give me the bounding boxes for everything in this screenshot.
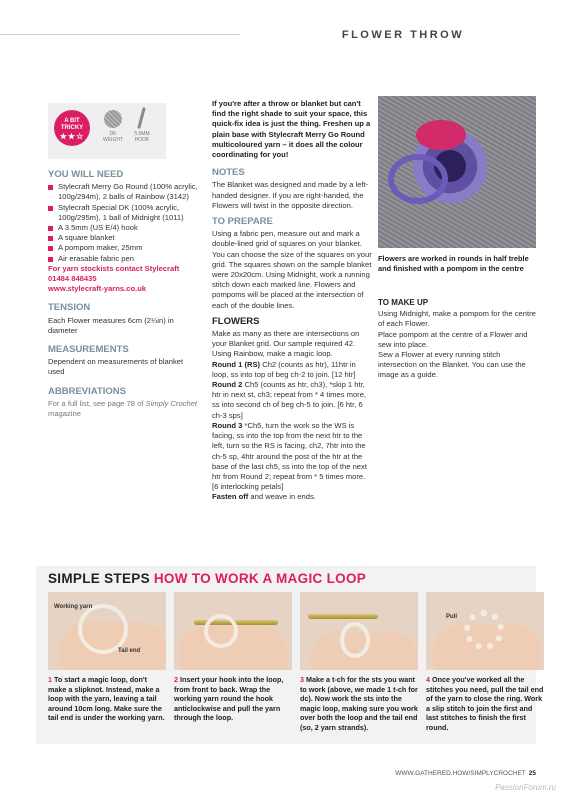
round-2: Round 2 Ch5 (counts as htr, ch3), *skip 1 htr, htr in next st, ch3; repeat from * 4 times more, ss into second ch of beg ch-5 to join. [6 htr, 6 ch-3 sps] [212,380,367,420]
badge-line-2: TRICKY [60,125,84,131]
step-3-text: 3 Make a t-ch for the sts you want to work (above, we made 1 t-ch for dc). Now work the sts into the magic loop, making sure you work over both the loop and the tail end (so, 2 yarn strands). [300,675,418,732]
flowers-heading: FLOWERS [212,315,260,327]
round-3: Round 3 *Ch5, turn the work so the WS is facing, ss into the top from the next htr to the left, turn so the RS is facing, ch2, 7htr into the ch-5 sp, 4htr around the post of the htr at the base of the last ch5, ss into the top of the next htr from Round 2; repeat from * 5 times more. [6 interlocking petals] [212,420,367,492]
make-up-heading: TO MAKE UP [378,298,429,307]
list-item: Air erasable fabric pen [48,254,200,264]
page-number: 25 [528,770,536,777]
page-footer [395,770,536,777]
watermark: PassionForum.ru [495,783,556,792]
step-4-text: 4 Once you've worked all the stitches you need, pull the tail end of the yarn to close the ring. Work a slip stitch to join the first and last stitches to finish the first round. [426,675,544,732]
middle-column [212,99,372,503]
photo-caption: Flowers are worked in rounds in half treble and finished with a pompom in the centre [378,254,529,273]
pompom-image [416,120,466,150]
make-up-p1: Using Midnight, make a pompom for the centre of each Flower. [378,309,536,329]
working-yarn-label: Working yarn [54,604,93,610]
tail-end-label: Tail end [118,648,141,654]
stockist-info: For yarn stockists contact Stylecraft 01484 848435 [48,263,180,284]
step-1-image [48,592,166,670]
notes-text: The Blanket was designed and made by a left-handed designer. If you are right-handed, the Flowers will twist in the opposite direction. [212,180,369,210]
left-column [48,170,200,419]
star-rating-icon: ★★☆ [59,132,85,141]
flower-photo [378,96,536,248]
fasten-off: Fasten off and weave in ends. [212,492,316,502]
round-1: Round 1 (RS) Ch2 (counts as htr), 11htr in loop, ss into top of beg ch-2 to join. [12 htr] [212,359,356,379]
to-prepare-heading: TO PREPARE [212,216,273,228]
make-up-p2: Place pompom at the centre of a Flower and sew into place. [378,329,528,349]
abbreviations-heading: ABBREVIATIONS [48,385,126,397]
yarn-weight-label: DK WEIGHT [103,131,123,143]
step-4-image [426,592,544,670]
make-up-p3: Sew a Flower at every running stitch intersection on the Blanket. You can use the image as a guide. [378,350,526,380]
list-item: A 3.5mm (US E/4) hook [48,223,200,233]
list-item: Stylecraft Merry Go Round (100% acrylic, 100g/294m), 2 balls of Rainbow (3142) [48,182,200,202]
flowers-intro: Make as many as there are intersections on your Blanket grid. Our sample required 42. Using Rainbow, make a magic loop. [212,329,360,359]
page-header [0,18,566,48]
make-up-section [378,298,538,381]
difficulty-panel [48,103,166,159]
intro-text: If you're after a throw or blanket but can't find the right shade to suit your space, this quick-fix idea is just the thing. Freshen up a plain base with Stylecraft Merry Go Round multicoloured yarn – it does all the colour coordinating for you! [212,99,371,160]
you-will-need-heading: YOU WILL NEED [48,169,124,180]
notes-heading: NOTES [212,167,245,179]
simple-steps-heading: SIMPLE STEPS HOW TO WORK A MAGIC LOOP [48,571,367,586]
tension-heading: TENSION [48,302,91,314]
step-2-image [174,592,292,670]
crochet-hook-icon [137,107,146,129]
hook-size-label: 5.5MM HOOK [134,131,150,143]
list-item: Stylecraft Special DK (100% acrylic, 100g/295m), 1 ball of Midnight (1011) [48,203,200,223]
step-1-text: 1 To start a magic loop, don't make a slipknot. Instead, make a loop with the yarn, leaving a tail around 10cm long. Make sure the tail end is under the working yarn. [48,675,165,723]
step-2-text: 2 Insert your hook into the loop, from front to back. Wrap the working yarn round the hook anticlockwise and pull the yarn through the loop. [174,675,284,723]
badge-line-1: A BIT [64,118,80,124]
stockist-website-link[interactable]: www.stylecraft-yarns.co.uk [48,284,147,294]
to-prepare-text: Using a fabric pen, measure out and mark a double-lined grid of squares on your blanket. You can choose the size of the squares on your grid. The squares shown on the sample blanket were 20x20cm. Using Midnight, work a running stitch down each marked line. Flowers and pompoms will be placed at the intersection of each of the double lines. [212,229,372,310]
difficulty-badge [54,110,90,146]
simple-steps-panel [36,566,544,744]
tension-text: Each Flower measures 6cm (2¼in) in diameter [48,315,174,335]
step-3-image [300,592,418,670]
list-item: A square blanket [48,233,200,243]
footer-url[interactable]: WWW.GATHERED.HOW/SIMPLYCROCHET [395,770,526,777]
petal-image [388,154,448,204]
measurements-heading: MEASUREMENTS [48,344,129,356]
page-title: FLOWER THROW [240,24,566,46]
abbreviations-text: For a full list, see page 78 of Simply Crochet magazine [48,398,198,419]
pull-label: Pull [446,614,458,620]
yarn-ball-icon [104,110,122,128]
list-item: A pompom maker, 25mm [48,243,200,253]
measurements-text: Dependent on measurements of blanket used [48,357,184,377]
